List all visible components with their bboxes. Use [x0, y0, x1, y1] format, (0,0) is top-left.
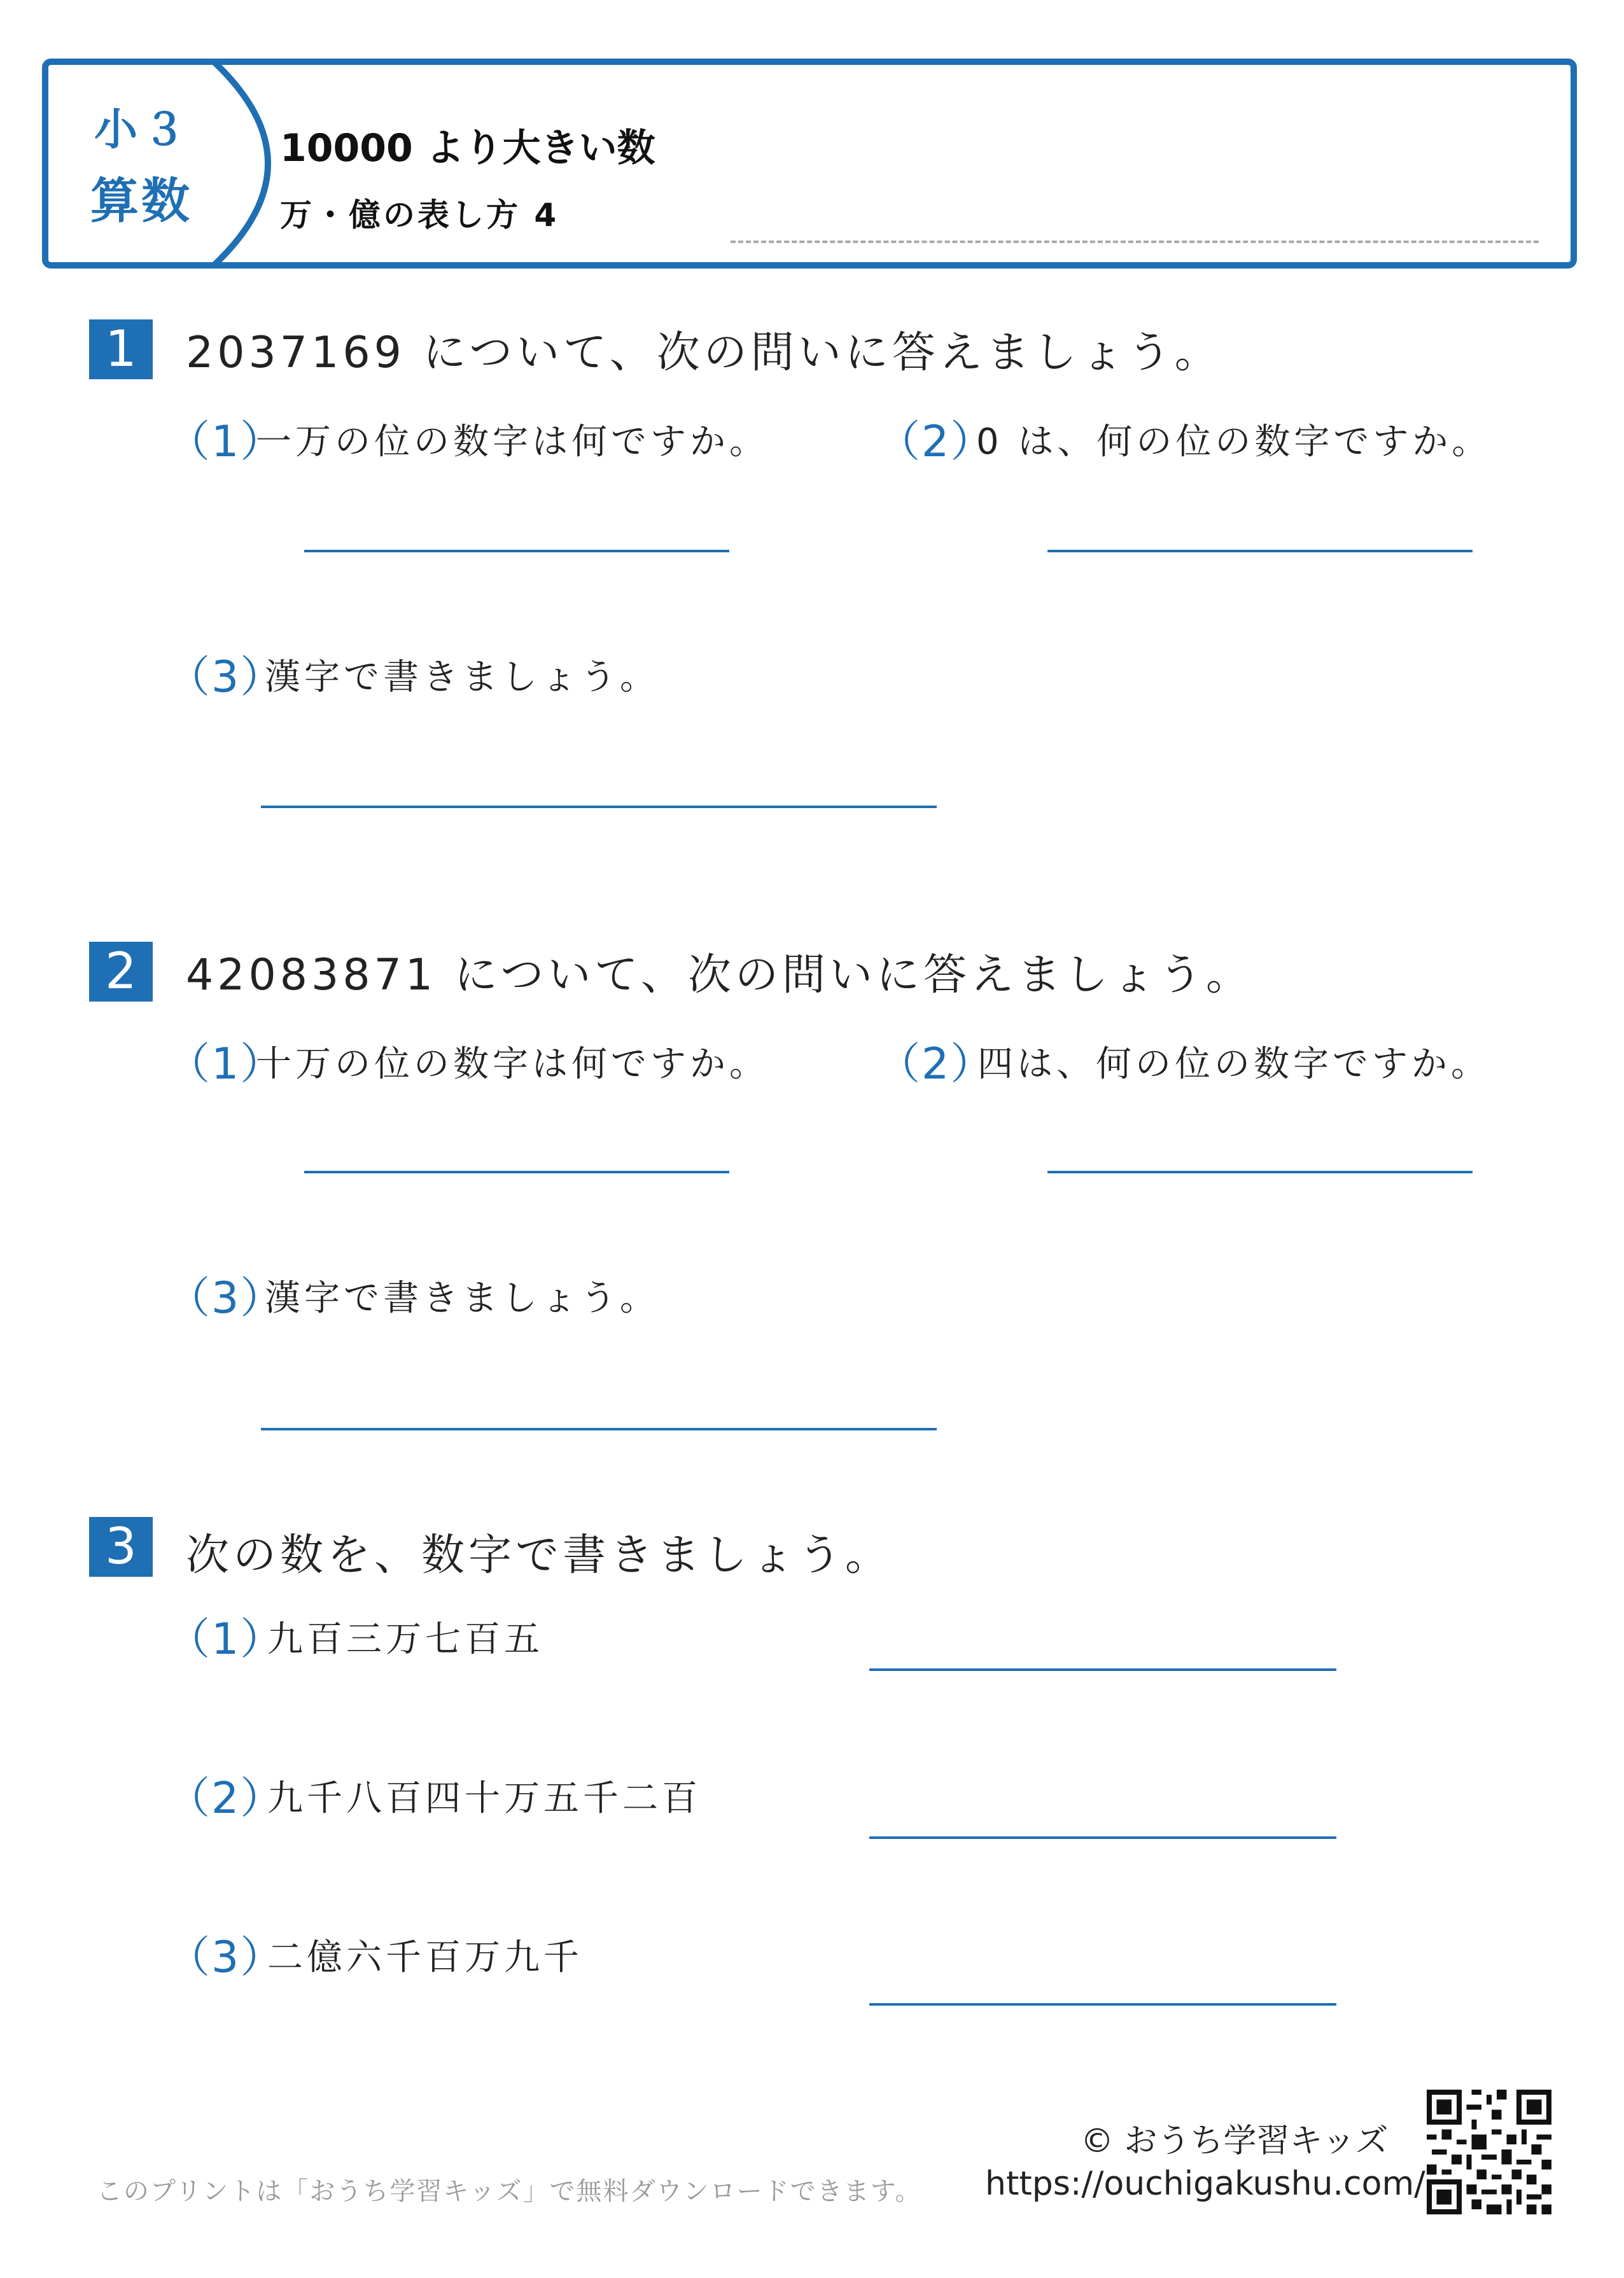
s1-q2-label: （2） [877, 417, 995, 467]
s2-q3-answer-line[interactable] [261, 1428, 937, 1430]
s1-q1-label: （1） [167, 417, 285, 467]
s2-q1-text: 十万の位の数字は何ですか。 [256, 1044, 769, 1085]
s1-q1-answer-line[interactable] [304, 550, 729, 552]
s2-q1-label: （1） [167, 1039, 285, 1089]
s2-q3-label: （3） [167, 1273, 285, 1324]
s3-q1-label: （1） [167, 1614, 285, 1665]
section-2-number-badge: 2 [89, 942, 153, 1002]
s1-q2-text: 0 は、何の位の数字ですか。 [976, 421, 1492, 463]
s3-q2-text: 九千八百四十万五千二百 [267, 1778, 701, 1819]
s2-q2-text: 四は、何の位の数字ですか。 [977, 1044, 1490, 1085]
s1-q3-answer-line[interactable] [261, 806, 937, 808]
s1-q3-text: 漢字で書きましょう。 [265, 657, 659, 698]
section-3-number-badge: 3 [89, 1517, 153, 1577]
s2-q2-answer-line[interactable] [1047, 1171, 1473, 1173]
s2-q1-answer-line[interactable] [304, 1171, 729, 1173]
section-1-number-badge: 1 [89, 319, 153, 379]
s3-q3-answer-line[interactable] [869, 2003, 1336, 2006]
s2-q2-label: （2） [877, 1039, 995, 1089]
grade-label: 小３ [94, 105, 192, 155]
site-url[interactable]: https://ouchigakushu.com/ [985, 2165, 1425, 2203]
copyright-text: © おうち学習キッズ [1081, 2122, 1389, 2160]
s2-q3-text: 漢字で書きましょう。 [265, 1278, 659, 1319]
unit-subtitle: 万・億の表し方 4 [280, 197, 559, 234]
s1-q2-answer-line[interactable] [1047, 550, 1473, 552]
subject-label: 算数 [90, 172, 192, 229]
print-note: このプリントは「おうち学習キッズ」で無料ダウンロードできます。 [97, 2177, 922, 2206]
section-2-instruction: 42083871 について、次の問いに答えましょう。 [186, 950, 1254, 1000]
section-3-instruction: 次の数を、数字で書きましょう。 [186, 1530, 893, 1581]
s3-q3-text: 二億六千百万九千 [267, 1937, 583, 1978]
qr-code-icon [1427, 2090, 1551, 2214]
section-1-instruction: 2037169 について、次の問いに答えましょう。 [186, 328, 1222, 378]
s1-q3-label: （3） [167, 652, 285, 702]
s3-q2-label: （2） [167, 1773, 285, 1824]
s3-q1-text: 九百三万七百五 [267, 1619, 543, 1660]
unit-title: 10000 より大きい数 [280, 126, 655, 171]
s3-q2-answer-line[interactable] [869, 1836, 1336, 1839]
s1-q1-text: 一万の位の数字は何ですか。 [256, 421, 769, 463]
s3-q3-label: （3） [167, 1932, 285, 1983]
s3-q1-answer-line[interactable] [869, 1668, 1336, 1671]
name-write-line[interactable] [731, 241, 1539, 243]
